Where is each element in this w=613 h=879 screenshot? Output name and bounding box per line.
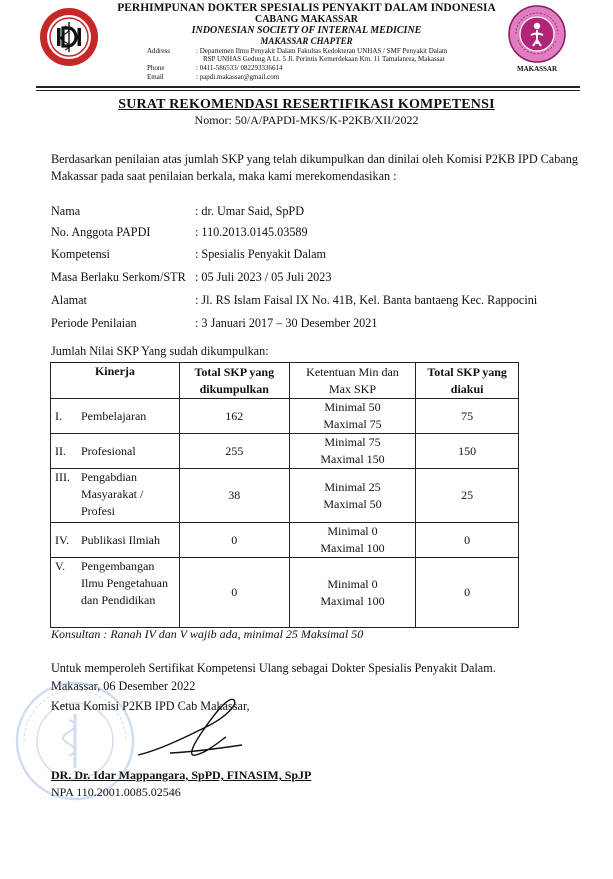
- kinerja-label: Profesional: [81, 443, 136, 458]
- cell-diakui: 0: [416, 558, 519, 628]
- field-label: Kompetensi: [51, 247, 110, 261]
- consultant-note: Konsultan : Ranah IV dan V wajib ada, minimal 25 Maksimal 50: [51, 627, 364, 641]
- letterhead-contact: [0, 47, 613, 83]
- email-value: : papdi.makassar@gmail.com: [196, 73, 280, 81]
- org-chapter: MAKASSAR CHAPTER: [260, 36, 353, 46]
- skp-table: [50, 362, 519, 628]
- cell-diakui: 75: [416, 399, 519, 434]
- table-row: [51, 434, 519, 469]
- header-ketentuan: Ketentuan Min dan Max SKP: [289, 363, 416, 399]
- cell-kinerja: [51, 558, 180, 628]
- cell-ketentuan: [289, 399, 416, 434]
- signer-npa: NPA 110.2001.0085.02546: [51, 785, 181, 799]
- signer-title: Ketua Komisi P2KB IPD Cab Makassar,: [51, 699, 250, 713]
- address-label: Address: [147, 47, 170, 55]
- cell-dikumpulkan: 38: [179, 469, 289, 523]
- cell-diakui: 25: [416, 469, 519, 523]
- min-value: Minimal 75: [324, 435, 381, 449]
- cell-kinerja: [51, 399, 180, 434]
- table-row: [51, 558, 519, 628]
- header-dikumpulkan: Total SKP yang dikumpulkan: [179, 363, 289, 399]
- header-kinerja: Kinerja: [51, 363, 180, 399]
- row-number: III.: [55, 470, 70, 484]
- cell-ketentuan: [289, 434, 416, 469]
- row-number: V.: [55, 559, 66, 573]
- max-value: Maximal 50: [323, 496, 382, 511]
- signer-name: DR. Dr. Idar Mappangara, SpPD, FINASIM, SpJP: [51, 768, 312, 782]
- field-label: Periode Penilaian: [51, 316, 137, 330]
- max-value: Maximal 75: [323, 417, 382, 431]
- field-value: : 05 Juli 2023 / 05 Juli 2023: [195, 270, 332, 284]
- min-value: Minimal 0: [327, 576, 378, 591]
- field-value: : Spesialis Penyakit Dalam: [195, 247, 326, 261]
- cell-kinerja: [51, 434, 180, 469]
- cell-dikumpulkan: 0: [179, 558, 289, 628]
- kinerja-label: Pengabdian Masyarakat / Profesi: [81, 470, 144, 518]
- field-value: : 110.2013.0145.03589: [195, 225, 308, 239]
- kinerja-label: Pembelajaran: [81, 408, 147, 423]
- row-number: II.: [55, 443, 66, 458]
- row-number: I.: [55, 408, 62, 423]
- kinerja-label: Publikasi Ilmiah: [81, 532, 160, 547]
- field-label: Masa Berlaku Serkom/STR: [51, 270, 186, 284]
- letterhead-divider-thin: [36, 90, 580, 91]
- table-row: [51, 469, 519, 523]
- table-row: [51, 399, 519, 434]
- cell-dikumpulkan: 255: [179, 434, 289, 469]
- papdi-logo-caption: MAKASSAR: [516, 65, 558, 73]
- table-caption: Jumlah Nilai SKP Yang sudah dikumpulkan:: [51, 344, 269, 358]
- field-label: Nama: [51, 204, 81, 218]
- min-value: Minimal 0: [327, 524, 378, 538]
- cell-ketentuan: [289, 558, 416, 628]
- field-value: : dr. Umar Said, SpPD: [195, 204, 305, 218]
- cell-dikumpulkan: 0: [179, 523, 289, 558]
- cell-kinerja: [51, 523, 180, 558]
- cell-ketentuan: [289, 469, 416, 523]
- cell-dikumpulkan: 162: [179, 399, 289, 434]
- place-date: Makassar, 06 Desember 2022: [51, 679, 196, 693]
- signature: [130, 695, 250, 770]
- table-header-row: [51, 363, 519, 399]
- row-number: IV.: [55, 532, 70, 547]
- org-name-english: INDONESIAN SOCIETY OF INTERNAL MEDICINE: [191, 25, 422, 36]
- cell-diakui: 0: [416, 523, 519, 558]
- address-value-2: RSP UNHAS Gedung A Lt. 5 Jl. Perintis Kemerdekaan Km. 11 Tamalanrea, Makassar: [203, 55, 445, 63]
- intro-paragraph: Berdasarkan penilaian atas jumlah SKP yang telah dikumpulkan dan dinilai oleh Komisi P2KB IPD Cabang Makassar pada saat penilaian berkala, maka kami merekomendasikan :: [51, 152, 578, 183]
- org-name: PERHIMPUNAN DOKTER SPESIALIS PENYAKIT DALAM INDONESIA: [117, 2, 496, 14]
- min-value: Minimal 50: [324, 400, 381, 414]
- field-label: Alamat: [51, 293, 87, 307]
- address-value: : Departemen Ilmu Penyakit Dalam Fakultas Kedokteran UNHAS / SMF Penyakit Dalam: [196, 47, 448, 55]
- cell-diakui: 150: [416, 434, 519, 469]
- phone-value: : 0411-586533/ 082293336614: [196, 64, 283, 72]
- purpose-text: Untuk memperoleh Sertifikat Kompetensi Ulang sebagai Dokter Spesialis Penyakit Dalam.: [51, 661, 496, 675]
- field-value: : Jl. RS Islam Faisal IX No. 41B, Kel. Banta bantaeng Kec. Rappocini: [195, 293, 538, 307]
- email-label: Email: [147, 73, 164, 81]
- phone-label: Phone: [147, 64, 165, 72]
- max-value: Maximal 100: [320, 541, 385, 555]
- document-number: Nomor: 50/A/PAPDI-MKS/K-P2KB/XII/2022: [194, 113, 419, 127]
- header-diakui: Total SKP yang diakui: [416, 363, 519, 399]
- cell-kinerja: [51, 469, 180, 523]
- kinerja-label: Pengembangan Ilmu Pengetahuan dan Pendidikan: [81, 559, 168, 607]
- max-value: Maximal 100: [320, 593, 385, 608]
- table-row: [51, 523, 519, 558]
- max-value: Maximal 150: [320, 452, 385, 466]
- document-title: SURAT REKOMENDASI RESERTIFIKASI KOMPETENSI: [118, 97, 495, 112]
- field-label: No. Anggota PAPDI: [51, 225, 151, 239]
- field-value: : 3 Januari 2017 – 30 Desember 2021: [195, 316, 378, 330]
- cell-ketentuan: [289, 523, 416, 558]
- org-branch: CABANG MAKASSAR: [254, 14, 359, 25]
- letterhead-divider: [36, 86, 580, 88]
- min-value: Minimal 25: [324, 479, 381, 494]
